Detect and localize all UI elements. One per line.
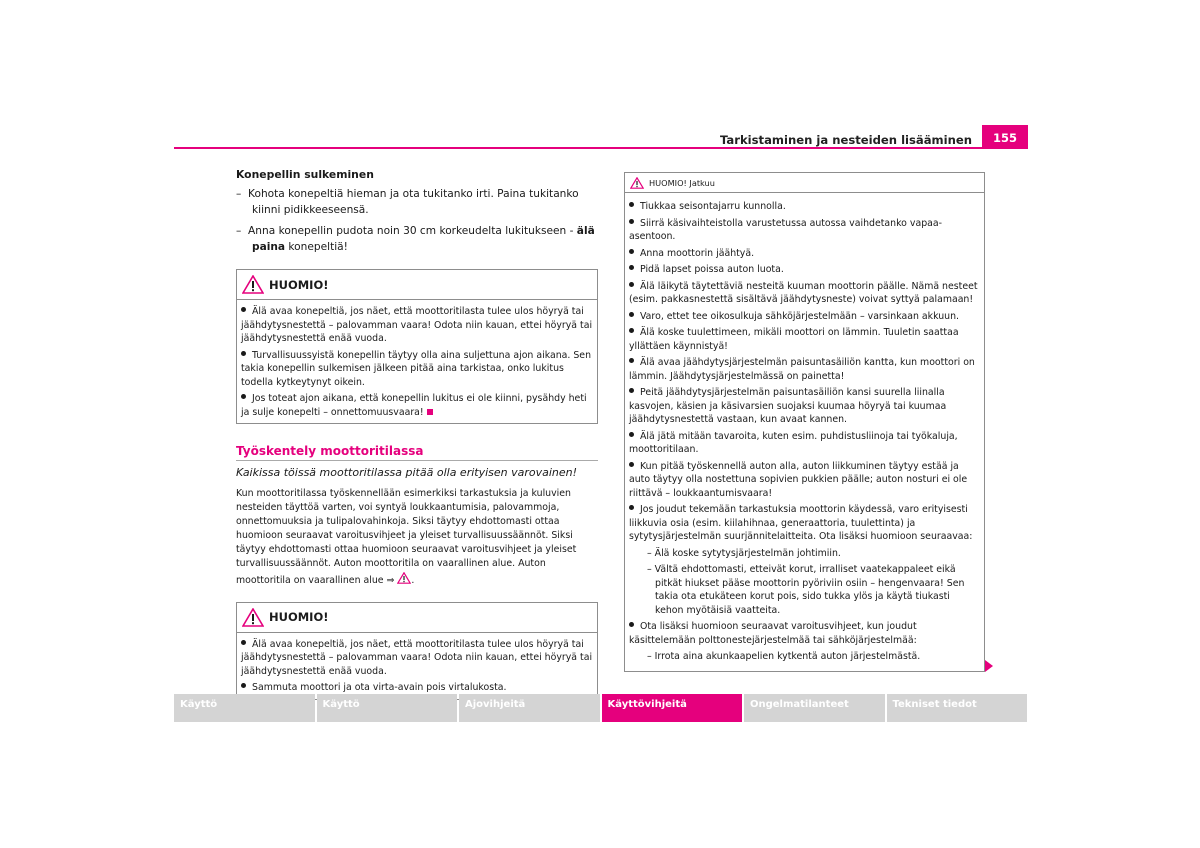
end-mark-icon: [427, 409, 433, 415]
warning-subitem: – Älä koske sytytysjärjestelmän johtimiin.: [647, 547, 841, 559]
header-rule: [174, 147, 982, 149]
bullet-icon: [629, 358, 634, 363]
warning-item-text: Turvallisuussyistä konepellin täytyy olla aina suljettuna ajon aikana. Sen takia konepellin sulkemisen jälkeen pitää aina tarkistaa, onko lukitus todella kytkeytynyt oikein.: [241, 349, 592, 388]
right-column: [624, 172, 985, 672]
warning-item-text: Siirrä käsivaihteistolla varustetussa autossa vaihdetanko vapaa-asentoon.: [629, 217, 943, 242]
bullet-icon: [629, 328, 634, 333]
warning-item-text: Jos toteat ajon aikana, että konepellin lukitus ei ole kiinni, pysähdy heti ja sulje konepelti – onnettomuusvaara!: [241, 393, 587, 418]
bullet-icon: [241, 394, 246, 399]
warning-continued-label: HUOMIO! Jatkuu: [649, 177, 715, 188]
bullet-icon: [629, 312, 634, 317]
bullet-icon: [241, 640, 246, 645]
warning-item: [629, 217, 980, 244]
step-2: [236, 223, 598, 255]
bullet-icon: [629, 622, 634, 627]
bullet-icon: [629, 388, 634, 393]
step-text: Kohota konepeltiä hieman ja ota tukitanko irti. Paina tukitanko kiinni pidikkeeseensä.: [248, 188, 579, 216]
step-dash: –: [236, 225, 242, 237]
warning-item: [629, 310, 980, 324]
warning-item-text: Älä jätä mitään tavaroita, kuten esim. puhdistusliinoja tai työkaluja, moottoritilaan.: [629, 430, 958, 455]
warning-item: [629, 503, 980, 544]
warning-triangle-icon: [242, 608, 264, 627]
warning-item-text: Älä avaa jäähdytysjärjestelmän paisuntasäiliön kantta, kun moottori on lämmin. Jäähdytysjärjestelmässä on painetta!: [629, 357, 975, 382]
warning-item-text: Älä avaa konepeltiä, jos näet, että moottoritilasta tulee ulos höyryä tai jäähdytysnestettä – palovamman vaara! Odota niin kauan, ettei höyryä tai jäähdytysnestettä enää vuoda.: [241, 638, 593, 677]
bullet-icon: [629, 265, 634, 270]
step-text-pre: Anna konepellin pudota noin 30 cm korkeudelta lukitukseen -: [248, 225, 577, 237]
warning-reference-icon[interactable]: [397, 572, 411, 584]
warning-box-2: [236, 602, 598, 700]
warning-item-text: Tiukkaa seisontajarru kunnolla.: [640, 201, 786, 212]
header-title: Tarkistaminen ja nesteiden lisääminen: [720, 133, 972, 147]
warning-item: [241, 638, 593, 679]
warning-header: [237, 270, 597, 300]
subheading-closing-hood: Konepellin sulkeminen: [236, 168, 374, 181]
bullet-icon: [629, 432, 634, 437]
warning-continued-body: [625, 193, 984, 671]
bullet-icon: [241, 683, 246, 688]
reference-end: .: [411, 574, 415, 586]
warning-item: [241, 349, 593, 390]
warning-item: [241, 392, 593, 419]
warning-triangle-icon: [242, 275, 264, 294]
warning-triangle-icon: [630, 177, 644, 189]
section-title: Työskentely moottoritilassa: [236, 444, 598, 461]
warning-item: [629, 386, 980, 427]
bullet-icon: [629, 462, 634, 467]
section-lead: Kaikissa töissä moottoritilassa pitää olla erityisen varovainen!: [236, 466, 578, 479]
nav-tab-kaytto-1[interactable]: Käyttö: [174, 694, 315, 722]
step-1: [236, 186, 598, 218]
warning-item: [241, 681, 593, 695]
warning-item: [629, 326, 980, 353]
step-text-bold: älä paina: [252, 225, 595, 253]
warning-subitem: – Irrota aina akunkaapelien kytkentä auton järjestelmästä.: [647, 651, 921, 662]
warning-item-text: Älä läikytä täytettäviä nesteitä kuuman moottorin päälle. Nämä nesteet (esim. pakkasnestettä sisältävä jäähdytysneste) voivat syttyä palamaan!: [629, 280, 978, 305]
warning-body: [237, 633, 597, 699]
step-text-post: konepeltiä!: [285, 241, 348, 253]
warning-item-text: Kun pitää työskennellä auton alla, auton liikkuminen täytyy estää ja auto täytyy olla nostettuna sopivien pukkien päälle; auton nosturi ei ole riittävä – loukkaantumisvaara!: [629, 460, 968, 499]
warning-label: HUOMIO!: [269, 277, 329, 292]
warning-body: [237, 300, 597, 423]
warning-item-text: Varo, ettet tee oikosulkuja sähköjärjestelmään – varsinkaan akkuun.: [640, 310, 960, 322]
warning-item: [241, 305, 593, 346]
warning-header: [237, 603, 597, 633]
warning-item: [629, 200, 980, 214]
warning-item-text: Ota lisäksi huomioon seuraavat varoitusvihjeet, kun joudut käsittelemään polttonestejärjestelmää tai sähköjärjestelmää:: [629, 621, 917, 646]
bullet-icon: [629, 282, 634, 287]
warning-item: [629, 263, 980, 277]
left-column: [236, 168, 598, 700]
warning-subitem: – Vältä ehdottomasti, etteivät korut, irralliset vaatekappaleet eikä pitkät hiukset pääse moottorin pyöriviin osiin – hengenvaara! Sen takia ota etukäteen korut pois, sido tukka ylös ja käytä tiukasti kehon myötäisiä vaatteita.: [647, 564, 965, 616]
bullet-icon: [629, 249, 634, 254]
warning-item: [629, 460, 980, 501]
continue-arrow-icon[interactable]: [985, 660, 993, 672]
warning-item-text: Peitä jäähdytysjärjestelmän paisuntasäiliön kansi suurella liinalla kasvojen, käsien ja käsivarsien suojaksi kuumaa höyryä tai kuumaa jäähdytysnestettä vastaan, kun avaat kannen.: [629, 387, 947, 425]
step-dash: –: [236, 188, 242, 200]
warning-item-text: Pidä lapset poissa auton luota.: [640, 264, 784, 275]
nav-tab-kayttovihjeita[interactable]: Käyttövihjeitä: [602, 694, 743, 722]
warning-item-text: Älä koske tuulettimeen, mikäli moottori on lämmin. Tuuletin saattaa yllättäen käynnistyä!: [629, 327, 959, 352]
warning-item: [629, 280, 980, 307]
nav-tab-tekniset-tiedot[interactable]: Tekniset tiedot: [887, 694, 1028, 722]
warning-item: [629, 356, 980, 383]
bullet-icon: [629, 505, 634, 510]
bullet-icon: [629, 219, 634, 224]
bullet-icon: [241, 307, 246, 312]
nav-tab-kaytto-2[interactable]: Käyttö: [317, 694, 458, 722]
warning-item: [629, 620, 980, 647]
warning-box-1: [236, 269, 598, 424]
warning-continued-header: [625, 173, 984, 193]
warning-continued-box: [624, 172, 985, 672]
bottom-nav: [174, 694, 1027, 722]
warning-item-text: Sammuta moottori ja ota virta-avain pois virtalukosta.: [252, 682, 507, 694]
warning-item-text: Älä avaa konepeltiä, jos näet, että moottoritilasta tulee ulos höyryä tai jäähdytysnestettä – palovamman vaara! Odota niin kauan, ettei höyryä tai jäähdytysnestettä enää vuoda.: [241, 306, 593, 344]
reference-arrow: ⇒: [386, 574, 395, 586]
warning-item-text: Anna moottorin jäähtyä.: [640, 247, 755, 259]
nav-tab-ongelmatilanteet[interactable]: Ongelmatilanteet: [744, 694, 885, 722]
warning-item: [629, 430, 980, 457]
section-body: [236, 487, 598, 588]
section-body-text: Kun moottoritilassa työskennellään esimerkiksi tarkastuksia ja kuluvien nesteiden täyttöä varten, voi syntyä loukkaantumisia, palovammoja, onnettomuuksia ja tulipalovahinkoja. Siksi täytyy ehdottomasti ottaa huomioon seuraavat varoitusvihjeet ja yleiset turvallisuussäännöt. Siksi täytyy ehdottomasti ottaa huomioon seuraavat varoitusvihjeet ja yleiset turvallisuussäännöt. Auton moottoritila on vaarallinen alue. Auton moottoritila on vaarallinen alue: [236, 488, 577, 586]
bullet-icon: [241, 351, 246, 356]
warning-item-text: Jos joudut tekemään tarkastuksia moottorin käydessä, varo erityisesti liikkuvia osia (esim. kiilahihnaa, generaattoria, tuulettinta) ja sytytysjärjestelmän suurjännitelaitteita. Ota lisäksi huomioon seuraavaa:: [629, 504, 973, 542]
bullet-icon: [629, 202, 634, 207]
nav-tab-ajovihjeita[interactable]: Ajovihjeitä: [459, 694, 600, 722]
warning-label: HUOMIO!: [269, 610, 329, 625]
warning-item: [629, 247, 980, 261]
page-number: 155: [982, 125, 1028, 149]
